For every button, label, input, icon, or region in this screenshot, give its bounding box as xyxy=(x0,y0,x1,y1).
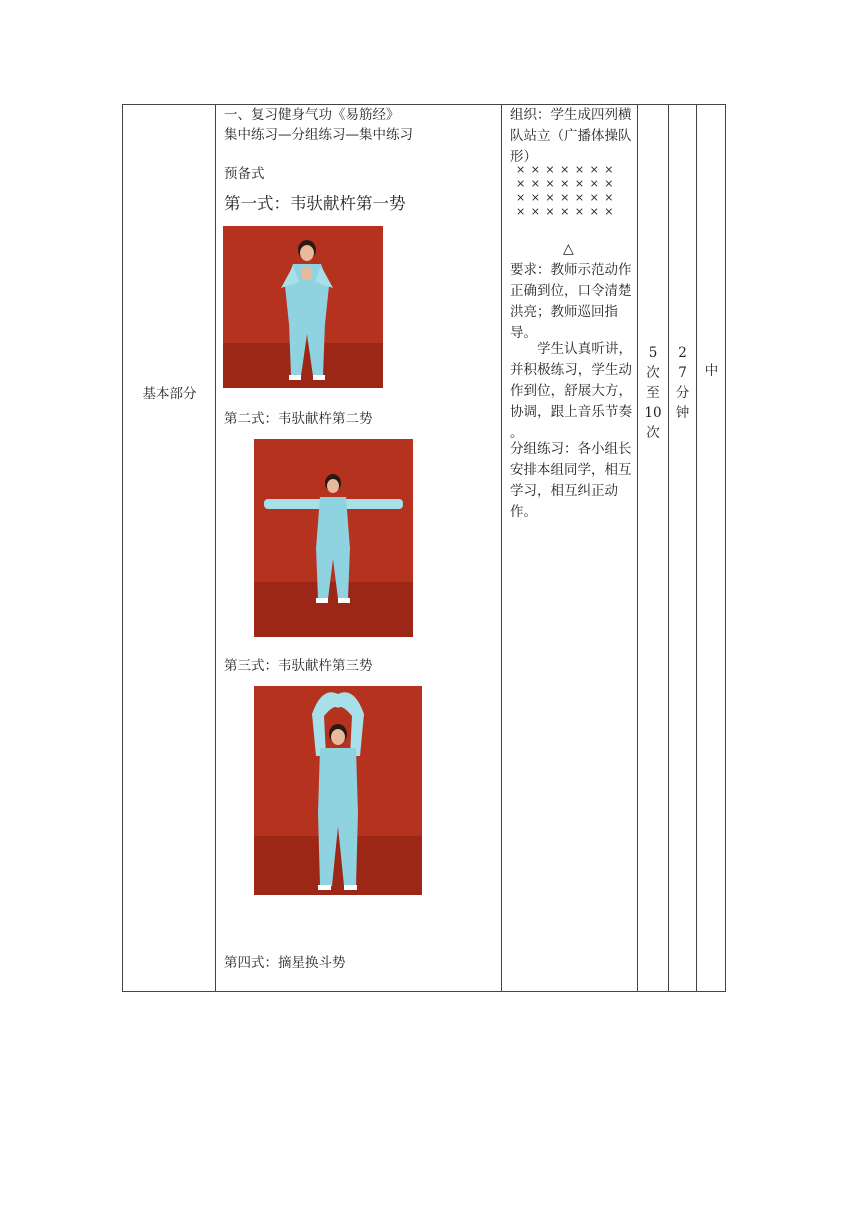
form-1-photo xyxy=(223,226,383,388)
form-2-photo xyxy=(254,439,413,637)
form-4-title: 第四式：摘星换斗势 xyxy=(224,955,346,971)
prep-label: 预备式 xyxy=(224,166,265,182)
column-divider xyxy=(215,105,216,991)
form-3-title: 第三式：韦驮献杵第三势 xyxy=(224,658,373,674)
formation-row: × × × × × × × xyxy=(516,205,615,218)
organization-text: 组织：学生成四列横队站立（广播体操队形） xyxy=(510,107,632,165)
duration: 2 7 分 钟 xyxy=(675,345,690,421)
formation-row: × × × × × × × xyxy=(516,177,615,190)
column-divider xyxy=(668,105,669,991)
form-1-title: 第一式：韦驮献杵第一势 xyxy=(224,194,406,213)
formation-row: × × × × × × × xyxy=(516,191,615,204)
intensity: 中 xyxy=(704,363,719,379)
group-practice-text: 分组练习：各小组长安排本组同学，相互学习，相互纠正动作。 xyxy=(510,441,632,520)
column-divider xyxy=(696,105,697,991)
form-2-title: 第二式：韦驮献杵第二势 xyxy=(224,411,373,427)
content-line-2: 集中练习—分组练习—集中练习 xyxy=(224,127,413,143)
formation-row: × × × × × × × xyxy=(516,163,615,176)
lesson-table xyxy=(122,104,726,992)
repetition-count: 5 次 至 10 次 xyxy=(644,345,662,441)
formation-grid xyxy=(516,163,615,219)
column-divider xyxy=(637,105,638,991)
content-line-1: 一、复习健身气功《易筋经》 xyxy=(224,107,400,123)
column-divider xyxy=(501,105,502,991)
form-3-photo xyxy=(254,686,422,895)
section-label: 基本部分 xyxy=(142,386,197,402)
students-text: 学生认真听讲，并积极练习，学生动作到位，舒展大方，协调，跟上音乐节奏 。 xyxy=(510,341,632,441)
requirement-text: 要求：教师示范动作正确到位，口令清楚洪亮；教师巡回指导。 xyxy=(510,262,632,341)
teacher-marker: △ xyxy=(563,241,574,257)
